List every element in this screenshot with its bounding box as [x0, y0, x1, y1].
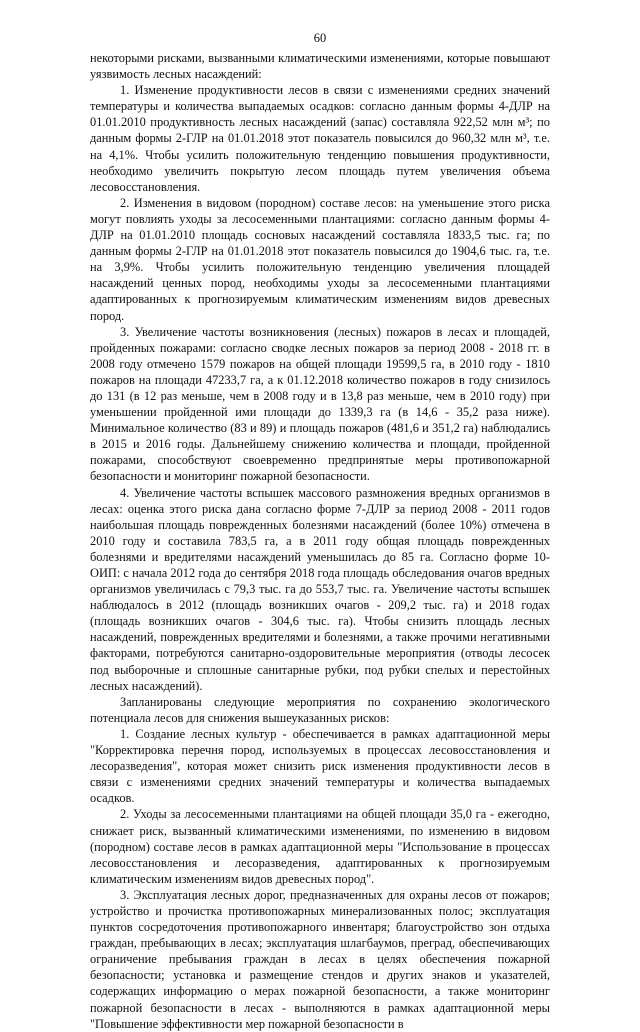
page-number: 60 [313, 31, 327, 45]
paragraph: 3. Увеличение частоты возникновения (лесных) пожаров в лесах и площадей, пройденных пожарами: согласно сводке лесных пожаров за период 2008 - 2018 гг. в 2008 году отмечено 1579 пожаров на общей площади 19599,5 га, в 2010 году - 1810 пожаров на площади 47233,7 га, а к 01.12.2018 количество пожаров в году снизилось до 131 (в 12 раз меньше, чем в 2008 году и в 13,8 раз меньше, чем в 2010 году) при уменьшении пройденной ими площади до 1339,3 га (в 14,6 - 35,2 раза ниже). Минимальное количество (83 и 89) и площадь пожаров (481,6 и 351,2 га) наблюдались в 2015 и 2016 годы. Дальнейшему снижению количества и площади, пройденной пожарами, способствуют своевременно предпринятые меры противопожарной безопасности и мониторинг пожарной безопасности. [90, 324, 550, 484]
paragraph: 3. Эксплуатация лесных дорог, предназначенных для охраны лесов от пожаров; устройство и прочистка противопожарных минерализованных полос; эксплуатация пунктов сосредоточения противопожарного инвентаря; благоустройство зон отдыха граждан, пребывающих в лесах; эксплуатация шлагбаумов, преград, обеспечивающих ограничение пребывания граждан в лесах в целях обеспечения пожарной безопасности; установка и размещение стендов и других знаков и указателей, содержащих информацию о мерах пожарной безопасности, а также мониторинг пожарной безопасности в лесах - выполняются в рамках адаптационной меры "Повышение эффективности мер пожарной безопасности в [90, 887, 550, 1031]
paragraph: 1. Создание лесных культур - обеспечивается в рамках адаптационной меры "Корректировка перечня пород, используемых в процессах лесовосстановления и лесоразведения", которая может снизить риск изменения продуктивности лесов в связи с изменениями средних значений температуры и количества выпадаемых осадков. [90, 726, 550, 806]
paragraph: 4. Увеличение частоты вспышек массового размножения вредных организмов в лесах: оценка этого риска дана согласно форме 7-ДЛР за период 2008 - 2011 годов наибольшая площадь поврежденных болезнями насаждений (более 10%) отмечена в 2010 году и составила 783,5 га, а в 2011 году общая площадь поврежденных болезнями и вредителями насаждений уменьшилась до 85 га. Согласно форме 10-ОИП: с начала 2012 года до сентября 2018 года площадь обследования очагов вредных организмов увеличилась с 79,3 тыс. га до 553,7 тыс. га. Увеличение частоты вспышек наблюдалось в 2012 (площадь возникших очагов - 209,2 тыс. га) и 2018 годах (площадь возникших очагов - 304,6 тыс. га). Чтобы снизить площадь лесных насаждений, поврежденных вредителями и болезнями, а также прочими негативными факторами, потребуются санитарно-оздоровительные мероприятия (отводы лесосек под выборочные и сплошные санитарные рубки, под рубки спелых и перестойных лесных насаждений). [90, 485, 550, 693]
paragraph: Запланированы следующие мероприятия по сохранению экологического потенциала лесов для снижения вышеуказанных рисков: [90, 694, 550, 725]
paragraph: некоторыми рисками, вызванными климатическими изменениями, которые повышают уязвимость лесных насаждений: [90, 51, 550, 82]
paragraph: 2. Изменения в видовом (породном) составе лесов: на уменьшение этого риска могут повлиять уходы за лесосеменными плантациями: согласно данным формы 4-ДЛР на 01.01.2010 площадь сосновых насаждений составляла 1833,5 тыс. га; по данным формы 2-ГЛР на 01.01.2018 этот показатель повысился до 1904,6 тыс. га, т.е. на 3,9%. Чтобы усилить положительную тенденцию увеличения площадей насаждений ценных пород, необходимы уходы за лесосеменными плантациями адаптированных к прогнозируемым климатическим изменениям видов древесных пород. [90, 195, 550, 323]
paragraph: 2. Уходы за лесосеменными плантациями на общей площади 35,0 га - ежегодно, снижает риск, вызванный климатическими изменениями, по изменению в видовом (породном) составе лесов в рамках адаптационной меры "Использование в процессах лесовосстановления и лесоразведения, адаптированных к прогнозируемым климатическим изменениям видов древесных пород". [90, 807, 550, 886]
paragraph: 1. Изменение продуктивности лесов в связи с изменениями средних значений температуры и количества выпадаемых осадков: согласно данным формы 4-ДЛР на 01.01.2010 продуктивность лесных насаждений (запас) составляла 922,52 млн м³; по данным формы 2-ГЛР на 01.01.2018 этот показатель повысился до 960,32 млн м³, т.е. на 4,1%. Чтобы усилить положительную тенденцию повышения продуктивности, необходимо увеличить покрытую лесом площадь путем увеличения объема лесовосстановления. [90, 83, 550, 194]
document-body [90, 50, 550, 1032]
